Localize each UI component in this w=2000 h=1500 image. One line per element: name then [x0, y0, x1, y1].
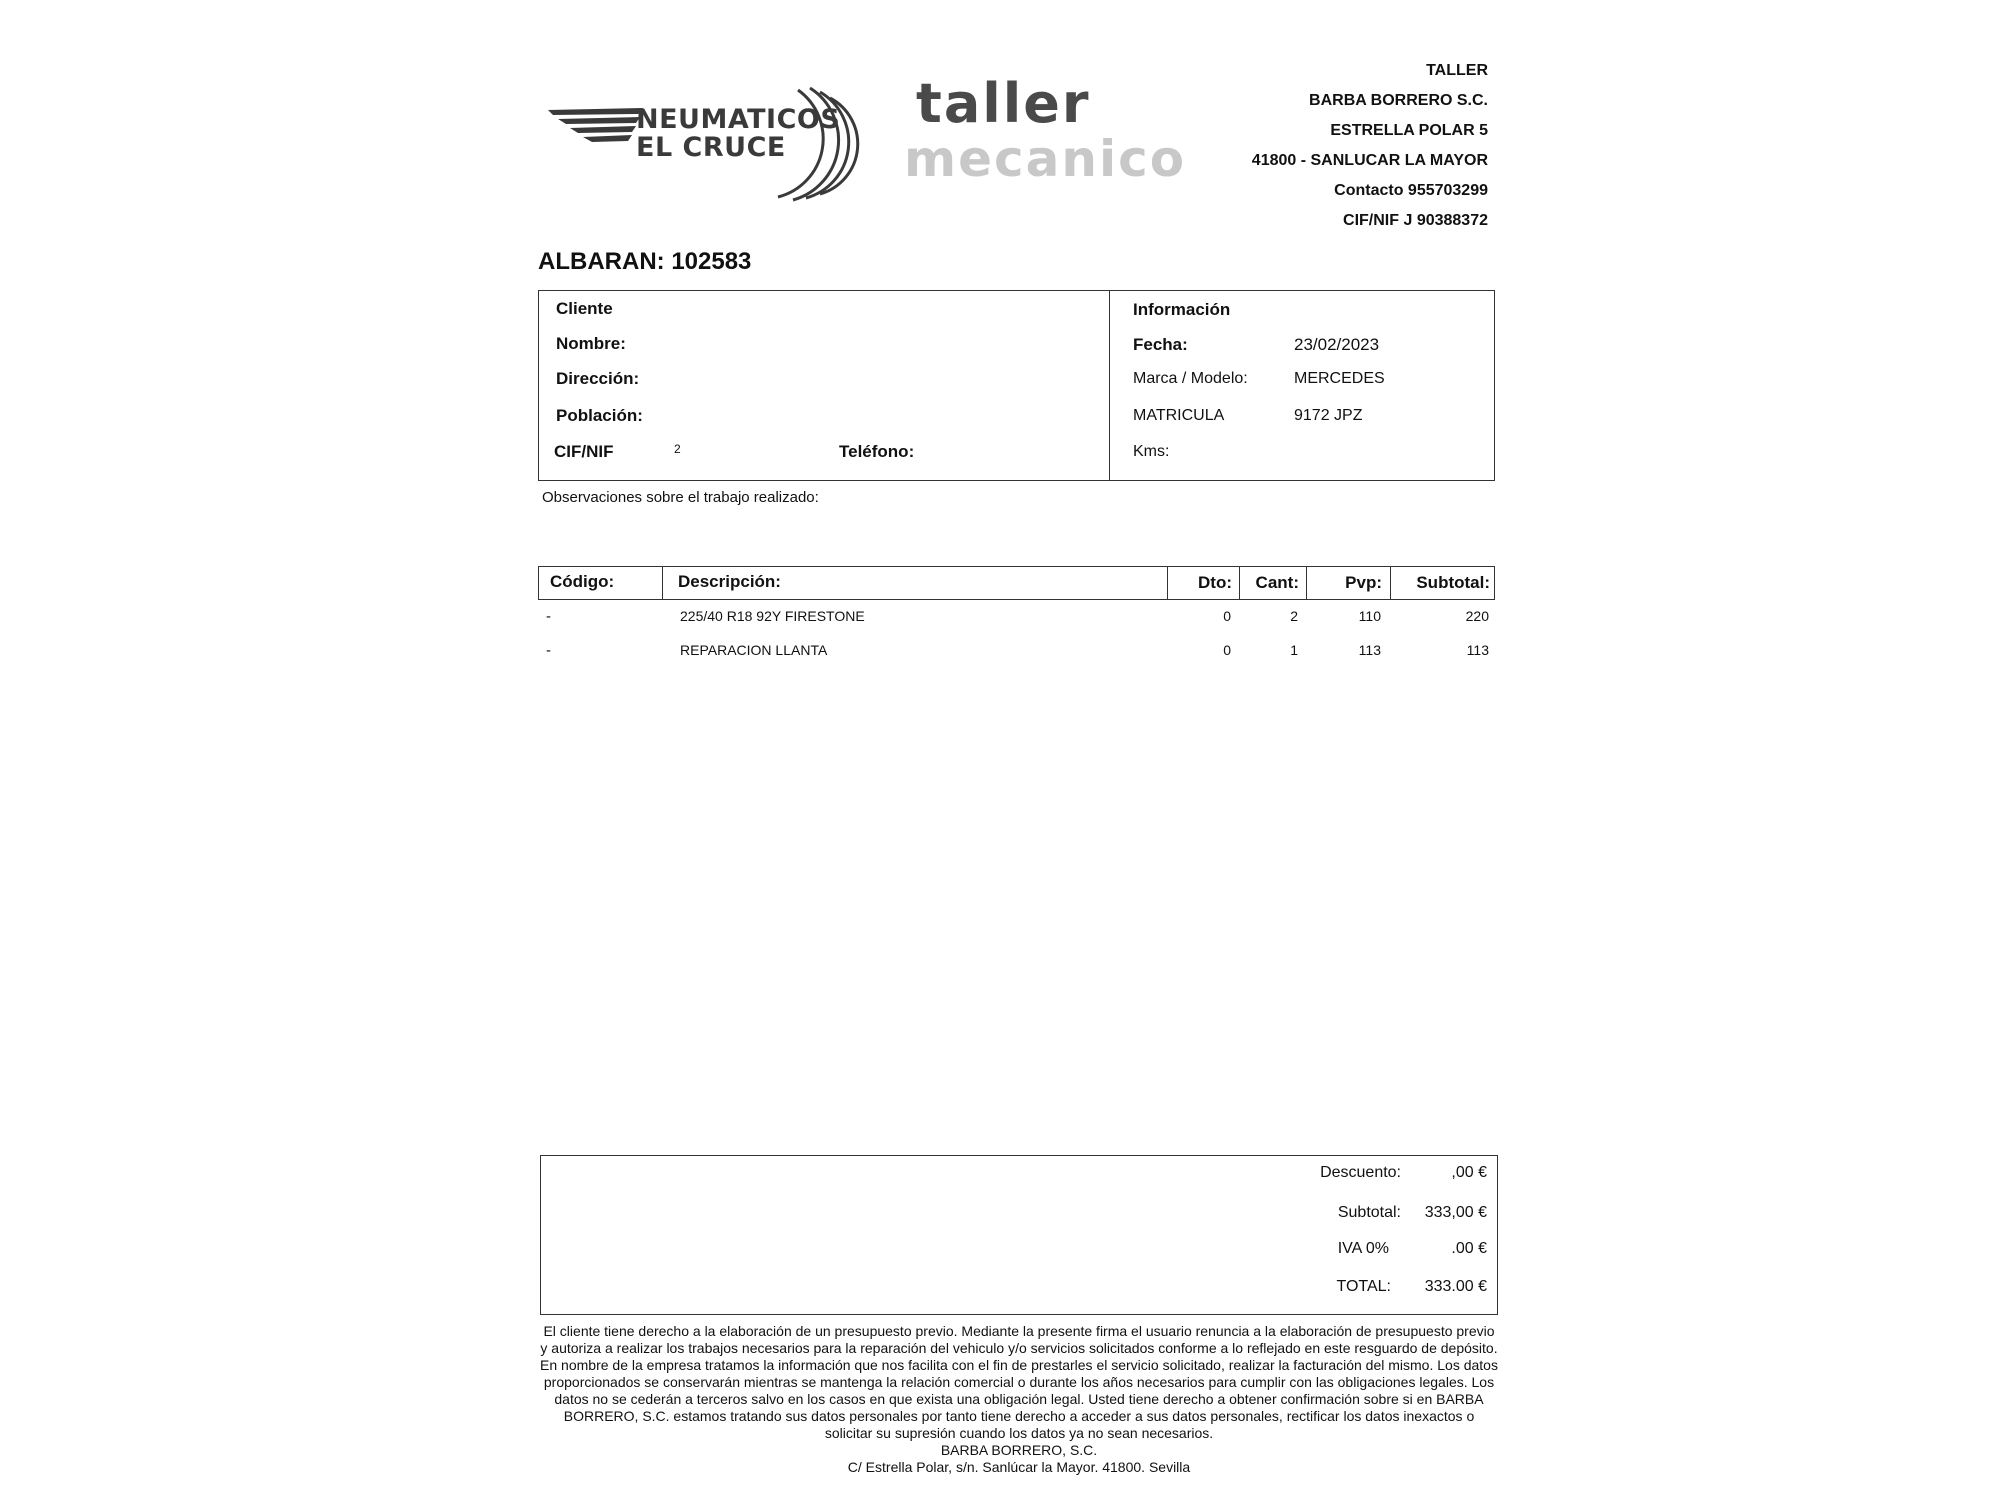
row-cant: 1 [1290, 642, 1298, 658]
fecha-label: Fecha: [1133, 335, 1188, 354]
header-codigo: Código: [550, 572, 615, 591]
legal-address: C/ Estrella Polar, s/n. Sanlúcar la Mayor. 41800. Sevilla [847, 1459, 1191, 1475]
direccion-label: Dirección: [556, 369, 640, 388]
logo-line1: NEUMATICOS [636, 104, 841, 135]
row-pvp: 110 [1358, 608, 1381, 624]
total-label: TOTAL: [1336, 1278, 1391, 1295]
kms-label: Kms: [1133, 443, 1170, 460]
row-codigo: - [546, 642, 551, 659]
logo-mecanico-word: mecanico [904, 130, 1187, 188]
row-descripcion: REPARACION LLANTA [680, 642, 828, 658]
iva-label: IVA 0% [1337, 1240, 1389, 1257]
row-cant: 2 [1290, 608, 1298, 624]
row-subtotal: 220 [1465, 608, 1489, 624]
row-codigo: - [546, 608, 551, 625]
legal-presupuesto: El cliente tiene derecho a la elaboración de un presupuesto previo. Mediante la presente firma el usuario renuncia a la elaboración de presupuesto previo y autoriza a realizar los trabajos necesarios para la reparación del vehiculo y/o servicios solicitados conforme a lo reflejado en este resguardo de depósito. [540, 1323, 1498, 1356]
document-title: ALBARAN: 102583 [538, 248, 752, 275]
box-divider [1109, 291, 1110, 480]
observaciones-label: Observaciones sobre el trabajo realizado: [542, 489, 819, 506]
telefono-label: Teléfono: [839, 442, 915, 461]
company-line-6: CIF/NIF J 90388372 [1343, 212, 1488, 229]
descuento-value: ,00 € [1451, 1164, 1487, 1181]
logo-taller-word: taller [916, 72, 1091, 135]
subtotal-value: 333,00 € [1424, 1204, 1487, 1221]
marca-label: Marca / Modelo: [1133, 370, 1248, 387]
col-divider-1 [662, 567, 663, 599]
company-info [1100, 56, 1488, 236]
header-cant: Cant: [1255, 573, 1299, 592]
header-dto: Dto: [1198, 573, 1232, 592]
header-descripcion: Descripción: [678, 572, 781, 591]
table-row [538, 606, 1495, 632]
nombre-label: Nombre: [556, 334, 626, 353]
iva-value: .00 € [1451, 1240, 1487, 1257]
cif-label: CIF/NIF [554, 442, 614, 461]
client-info-box [538, 290, 1495, 481]
company-logo [548, 72, 1187, 207]
totals-box [540, 1155, 1498, 1315]
company-line-5: Contacto 955703299 [1334, 182, 1488, 199]
header-subtotal: Subtotal: [1416, 573, 1490, 592]
row-dto: 0 [1223, 642, 1231, 658]
items-table-header [538, 566, 1495, 600]
company-line-1: TALLER [1426, 62, 1488, 79]
company-line-3: ESTRELLA POLAR 5 [1330, 122, 1488, 139]
company-line-2: BARBA BORRERO S.C. [1309, 92, 1488, 109]
row-subtotal: 113 [1466, 642, 1489, 658]
client-heading: Cliente [556, 299, 613, 318]
descuento-label: Descuento: [1320, 1164, 1401, 1181]
logo-line2: EL CRUCE [636, 132, 786, 163]
legal-company-name: BARBA BORRERO, S.C. [940, 1442, 1098, 1458]
row-dto: 0 [1223, 608, 1231, 624]
matricula-value: 9172 JPZ [1294, 407, 1363, 424]
header-pvp: Pvp: [1345, 573, 1382, 592]
matricula-label: MATRICULA [1133, 407, 1225, 424]
fecha-value: 23/02/2023 [1294, 335, 1380, 354]
cif-value: 2 [674, 442, 681, 456]
row-descripcion: 225/40 R18 92Y FIRESTONE [680, 608, 865, 624]
poblacion-label: Población: [556, 406, 643, 425]
legal-privacidad: En nombre de la empresa tratamos la información que nos facilita con el fin de prestarles el servicio solicitado, realizar la facturación del mismo. Los datos proporcionados se conservarán mientras se mantenga la relación comercial o durante los años necesarios para cumplir con las obligaciones legales. Los datos no se cederán a terceros salvo en los casos en que exista una obligación legal. Usted tiene derecho a obtener confirmación sobre si en BARBA BORRERO, S.C. estamos tratando sus datos personales por tanto tiene derecho a acceder a sus datos personales, rectificar los datos inexactos o solicitar su supresión cuando los datos ya no sean necesarios. [540, 1357, 1498, 1441]
marca-value: MERCEDES [1294, 370, 1385, 387]
legal-text [540, 1323, 1498, 1476]
info-heading: Información [1133, 300, 1231, 319]
table-row [538, 640, 1495, 666]
row-pvp: 113 [1358, 642, 1381, 658]
subtotal-label: Subtotal: [1337, 1204, 1401, 1221]
total-value: 333.00 € [1424, 1278, 1487, 1295]
company-line-4: 41800 - SANLUCAR LA MAYOR [1251, 152, 1488, 169]
